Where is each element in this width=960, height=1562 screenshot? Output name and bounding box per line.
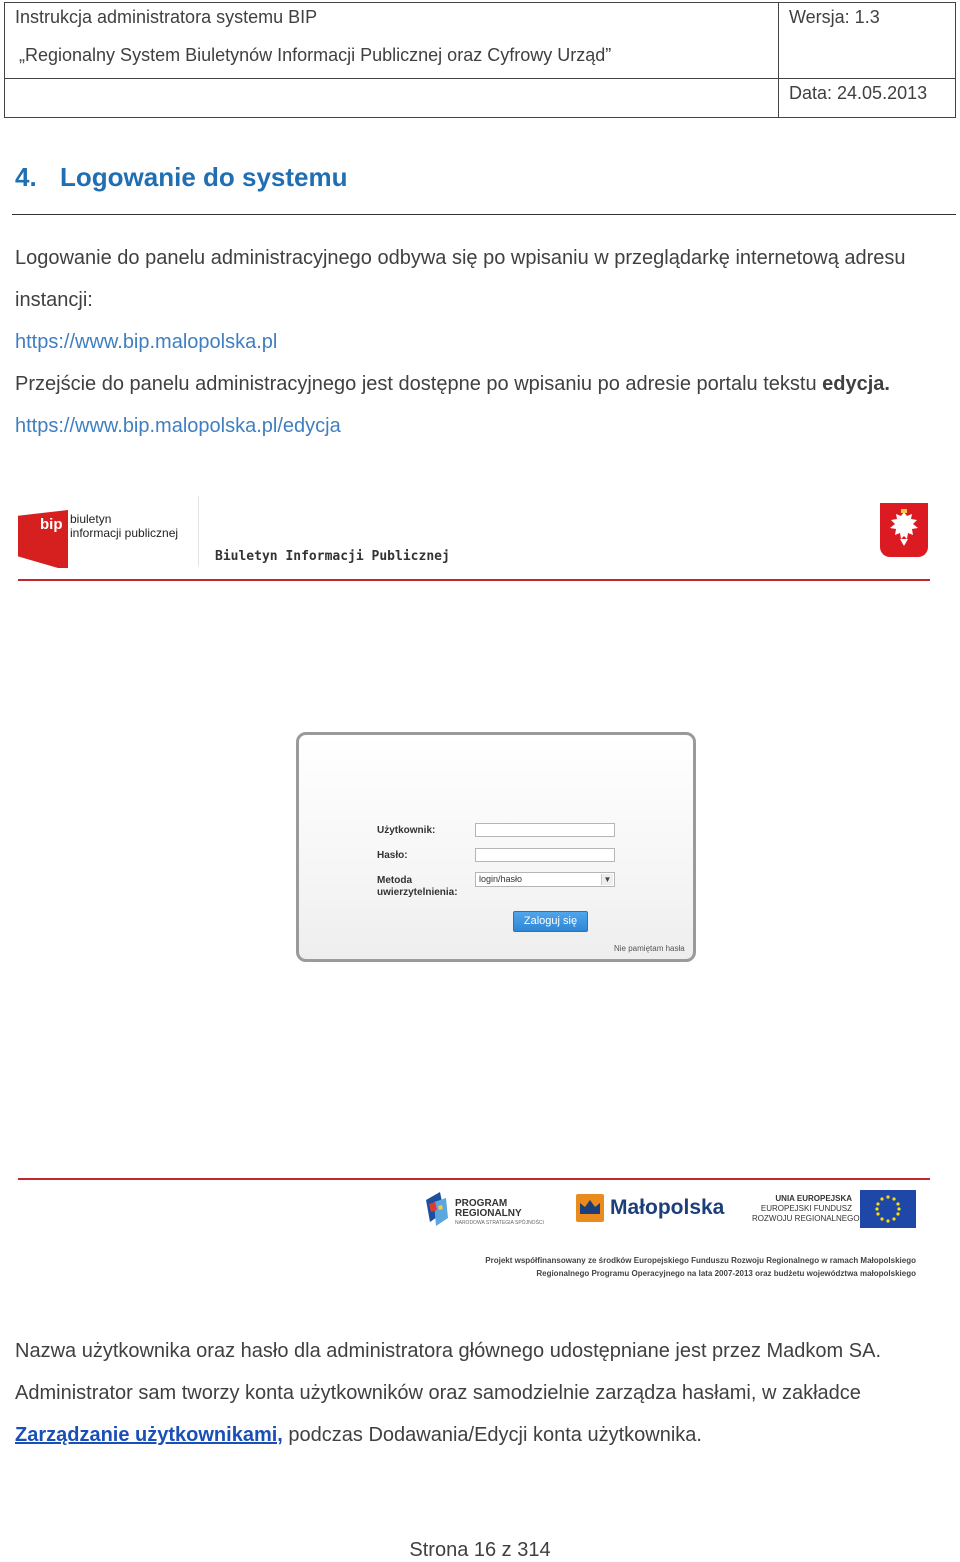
- bip-word-1: biuletyn: [70, 512, 112, 526]
- eu-line-1: UNIA EUROPEJSKA: [775, 1194, 852, 1203]
- malopolska-logo-icon: [576, 1194, 604, 1222]
- malopolska-text: Małopolska: [610, 1196, 725, 1219]
- polish-eagle-emblem-icon: [880, 503, 928, 557]
- admin-line2-rest: podczas Dodawania/Edycji konta użytkownika.: [282, 1424, 702, 1446]
- section-number: 4.: [15, 162, 37, 192]
- program-regionalny-text: [455, 1199, 544, 1227]
- paragraph-admin-line1: Administrator sam tworzy konta użytkowników oraz samodzielnie zarządza hasłami, w zakładce: [15, 1382, 861, 1404]
- version-label: Wersja: 1.3: [789, 7, 880, 27]
- edit-path-text: Przejście do panelu administracyjnego jest dostępne po wpisaniu po adresie portalu tekstu: [15, 373, 823, 395]
- bip-logo-text: bip: [40, 516, 63, 533]
- cofinancing-line-2: Regionalnego Programu Operacyjnego na lata 2007-2013 oraz budżetu województwa małopolskiego: [536, 1269, 916, 1278]
- date-label: Data: 24.05.2013: [789, 83, 928, 103]
- auth-method-label: [377, 875, 458, 899]
- program-regionalny-logo-icon: [426, 1192, 448, 1226]
- system-name: „Regionalny System Biuletynów Informacji Publicznej oraz Cyfrowy Urząd”: [19, 45, 612, 65]
- header-red-line: [18, 579, 930, 581]
- paragraph-admin-line2: [15, 1424, 702, 1447]
- auth-method-value: login/hasło: [479, 874, 523, 884]
- document-title: Instrukcja administratora systemu BIP: [15, 7, 318, 27]
- auth-method-label-2: uwierzytelnienia:: [377, 887, 458, 898]
- auth-method-label-1: Metoda: [377, 875, 412, 886]
- user-management-link[interactable]: Zarządzanie użytkownikami,: [15, 1424, 283, 1446]
- password-label: Hasło:: [377, 850, 408, 861]
- eu-fund-text: [752, 1194, 860, 1224]
- password-input[interactable]: [475, 848, 615, 862]
- bip-word-2: informacji publicznej: [70, 526, 179, 540]
- program-line-2: REGIONALNY: [455, 1208, 522, 1219]
- auth-method-select[interactable]: [475, 872, 615, 887]
- paragraph-intro-line1: Logowanie do panelu administracyjnego odbywa się po wpisaniu w przeglądarkę internetową adresu: [15, 247, 906, 269]
- site-title: Biuletyn Informacji Publicznej: [215, 549, 450, 564]
- page-number: Strona 16 z 314: [409, 1539, 551, 1561]
- program-line-3: NARODOWA STRATEGIA SPÓJNOŚCI: [455, 1220, 544, 1226]
- login-button[interactable]: Zaloguj się: [513, 911, 588, 932]
- username-input[interactable]: [475, 823, 615, 837]
- paragraph-edit-path: [15, 373, 890, 396]
- username-label: Użytkownik:: [377, 825, 436, 836]
- login-form-box: [296, 732, 696, 962]
- cofinancing-note: [485, 1256, 916, 1278]
- chevron-down-icon[interactable]: ▼: [601, 874, 613, 885]
- logo-divider: [198, 496, 199, 566]
- footer-red-line: [18, 1178, 930, 1180]
- bip-logo: [18, 510, 68, 568]
- eu-flag-icon: [860, 1190, 916, 1228]
- portal-url-link[interactable]: https://www.bip.malopolska.pl: [15, 331, 278, 353]
- paragraph-intro-line2: instancji:: [15, 289, 93, 311]
- paragraph-credentials: Nazwa użytkownika oraz hasło dla administratora głównego udostępniane jest przez Madkom SA.: [15, 1340, 882, 1362]
- heading-rule: [12, 214, 956, 215]
- eu-line-2: EUROPEJSKI FUNDUSZ: [760, 1204, 852, 1213]
- section-title: Logowanie do systemu: [60, 162, 348, 192]
- section-heading: [15, 162, 348, 193]
- edit-path-keyword: edycja.: [822, 373, 890, 395]
- edit-url-link[interactable]: https://www.bip.malopolska.pl/edycja: [15, 415, 341, 437]
- program-line-1: PROGRAM: [455, 1198, 508, 1209]
- cofinancing-line-1: Projekt współfinansowany ze środków Europejskiego Funduszu Rozwoju Regionalnego w ramach Małopolskiego: [485, 1256, 916, 1265]
- document-header: [4, 2, 956, 118]
- eu-line-3: ROZWOJU REGIONALNEGO: [752, 1214, 860, 1223]
- forgot-password-link[interactable]: Nie pamiętam hasła: [614, 944, 685, 953]
- bip-logo-words: [70, 512, 178, 540]
